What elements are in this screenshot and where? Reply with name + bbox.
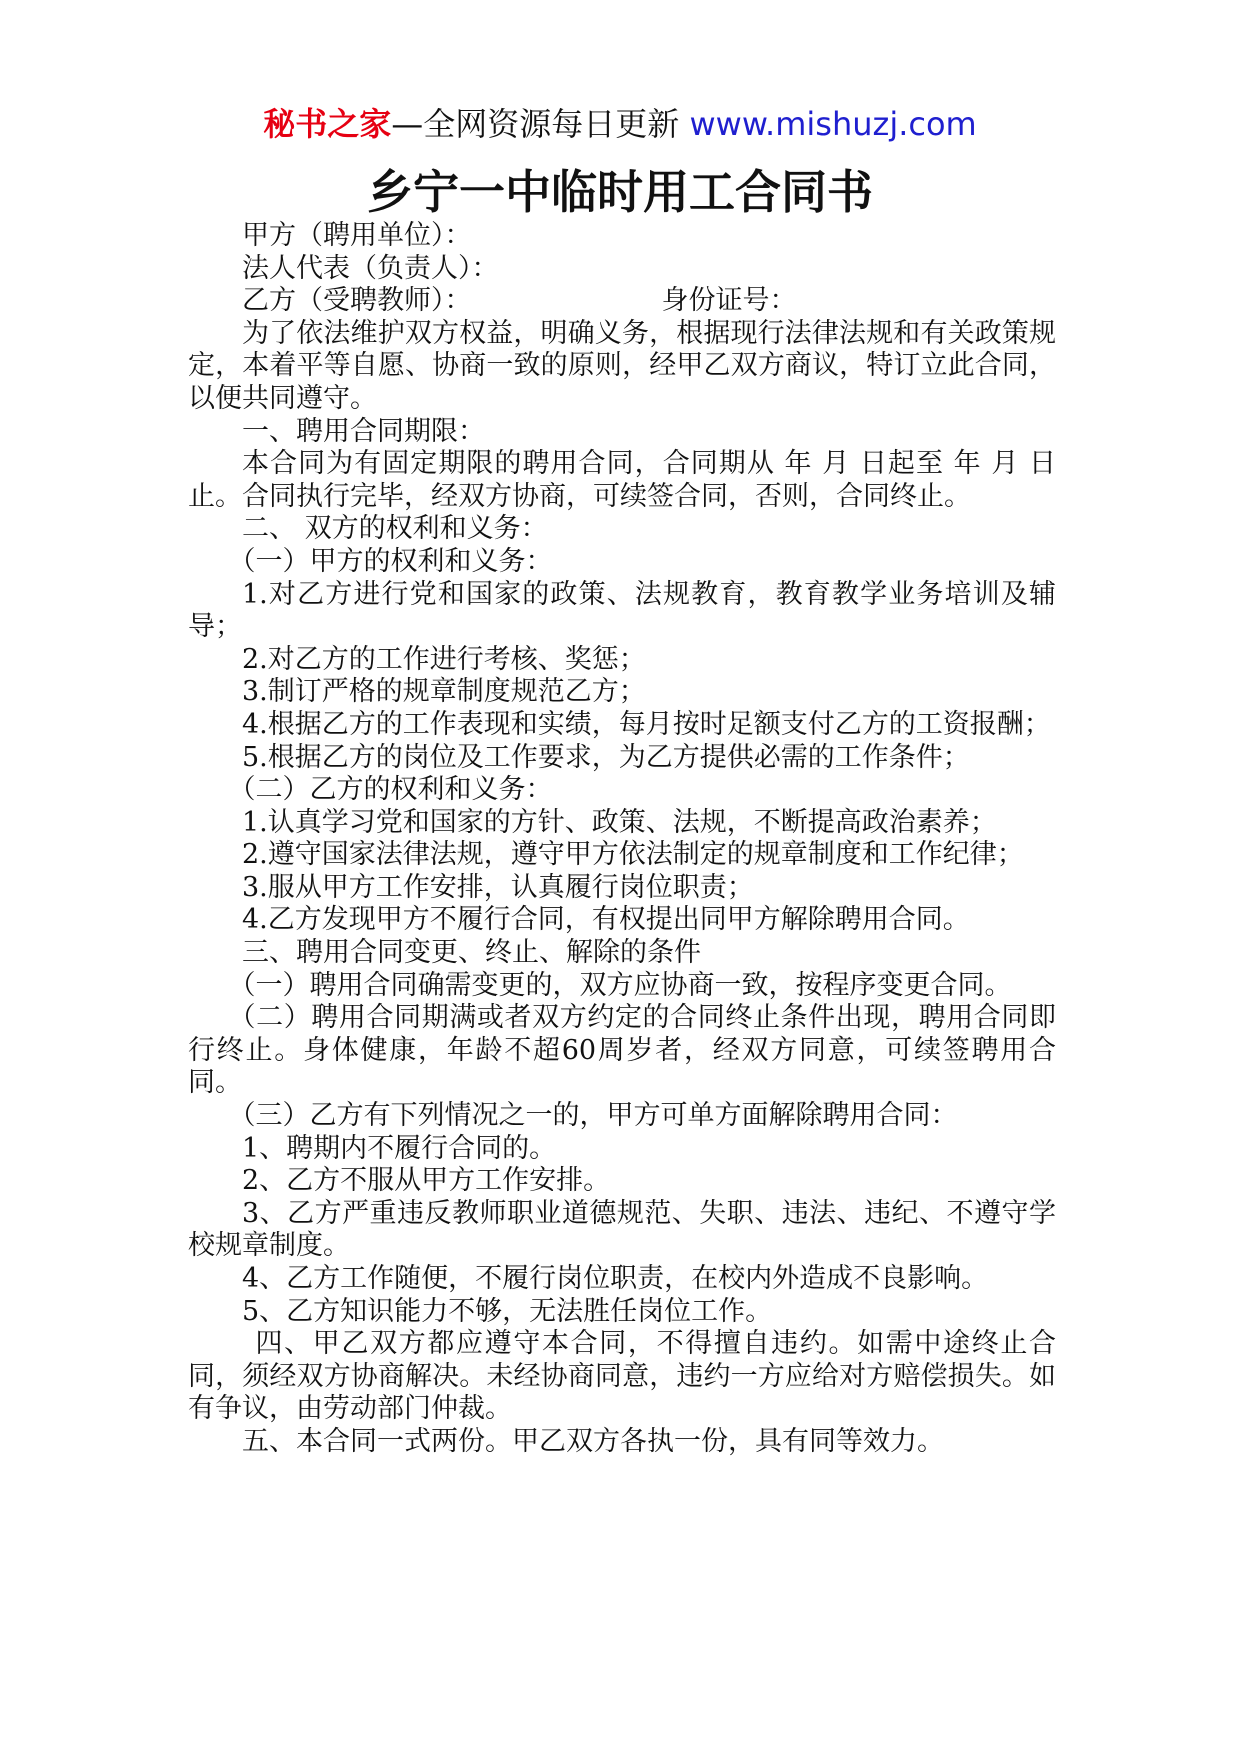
list-item: 1、聘期内不履行合同的。 — [242, 1132, 557, 1164]
document-body — [188, 220, 1056, 1459]
section-heading-4: 四、甲乙双方都应遵守本合同，不得擅自违约。如需中途终止合同，须经双方协商解决。未经协商同意，违约一方应给对方赔偿损失。如有争议，由劳动部门仲裁。 — [188, 1328, 1056, 1425]
field-legal-rep: 法人代表（负责人）： — [242, 252, 499, 284]
subsection-heading-b: （二）乙方的权利和义务： — [228, 774, 553, 806]
document-title: 乡宁一中临时用工合同书 — [367, 165, 873, 219]
section-heading-1: 一、聘用合同期限： — [242, 415, 485, 447]
clause-change: （一）聘用合同确需变更的，双方应协商一致，按程序变更合同。 — [228, 969, 1012, 1001]
list-item: 4.根据乙方的工作表现和实绩，每月按时足额支付乙方的工资报酬； — [242, 708, 1051, 740]
list-item: 2.对乙方的工作进行考核、奖惩； — [242, 643, 646, 675]
list-item: 3.服从甲方工作安排，认真履行岗位职责； — [242, 871, 754, 903]
list-item: 5.根据乙方的岗位及工作要求，为乙方提供必需的工作条件； — [242, 741, 970, 773]
banner-url-link[interactable]: www.mishuzj.com — [689, 105, 977, 143]
list-item: 4、乙方工作随便，不履行岗位职责，在校内外造成不良影响。 — [242, 1263, 989, 1294]
list-item: 1.认真学习党和国家的方针、政策、法规，不断提高政治素养； — [242, 806, 997, 838]
list-item: 3、乙方严重违反教师职业道德规范、失职、违法、违纪、不遵守学校规章制度。 — [188, 1197, 1056, 1262]
section-heading-3: 三、聘用合同变更、终止、解除的条件 — [242, 937, 701, 969]
field-party-b-row — [188, 285, 1056, 318]
paragraph-preamble: 为了依法维护双方权益，明确义务，根据现行法律法规和有关政策规定，本着平等自愿、协商一致的原则，经甲乙双方商议，特订立此合同，以便共同遵守。 — [188, 317, 1056, 414]
banner-brand: 秘书之家 — [263, 105, 392, 143]
list-item: 3.制订严格的规章制度规范乙方； — [242, 676, 646, 708]
field-party-b: 乙方（受聘教师）： — [242, 285, 472, 317]
list-item: 2、乙方不服从甲方工作安排。 — [242, 1165, 611, 1197]
field-party-a: 甲方（聘用单位）： — [242, 220, 472, 251]
paragraph-term: 本合同为有固定期限的聘用合同，合同期从 年 月 日起至 年 月 日止。合同执行完毕，经双方协商，可续签合同，否则，合同终止。 — [188, 448, 1056, 512]
list-item: 5、乙方知识能力不够，无法胜任岗位工作。 — [242, 1295, 773, 1327]
list-item: 1.对乙方进行党和国家的政策、法规教育，教育教学业务培训及辅导； — [188, 578, 1056, 643]
list-item: 4.乙方发现甲方不履行合同，有权提出同甲方解除聘用合同。 — [242, 904, 970, 936]
clause-termination: （二）聘用合同期满或者双方约定的合同终止条件出现，聘用合同即行终止。身体健康，年龄不超60周岁者，经双方同意，可续签聘用合同。 — [188, 1002, 1056, 1099]
list-item: 2.遵守国家法律法规，遵守甲方依法制定的规章制度和工作纪律； — [242, 839, 1024, 871]
site-banner — [0, 100, 1240, 148]
field-id-number: 身份证号： — [661, 285, 797, 317]
section-heading-2: 二、 双方的权利和义务： — [242, 513, 548, 545]
clause-dismissal: （三）乙方有下列情况之一的，甲方可单方面解除聘用合同： — [228, 1100, 958, 1132]
subsection-heading-a: （一）甲方的权利和义务： — [228, 545, 553, 577]
banner-slogan: —全网资源每日更新 — [391, 105, 690, 143]
section-heading-5: 五、本合同一式两份。甲乙双方各执一份，具有同等效力。 — [242, 1425, 944, 1457]
